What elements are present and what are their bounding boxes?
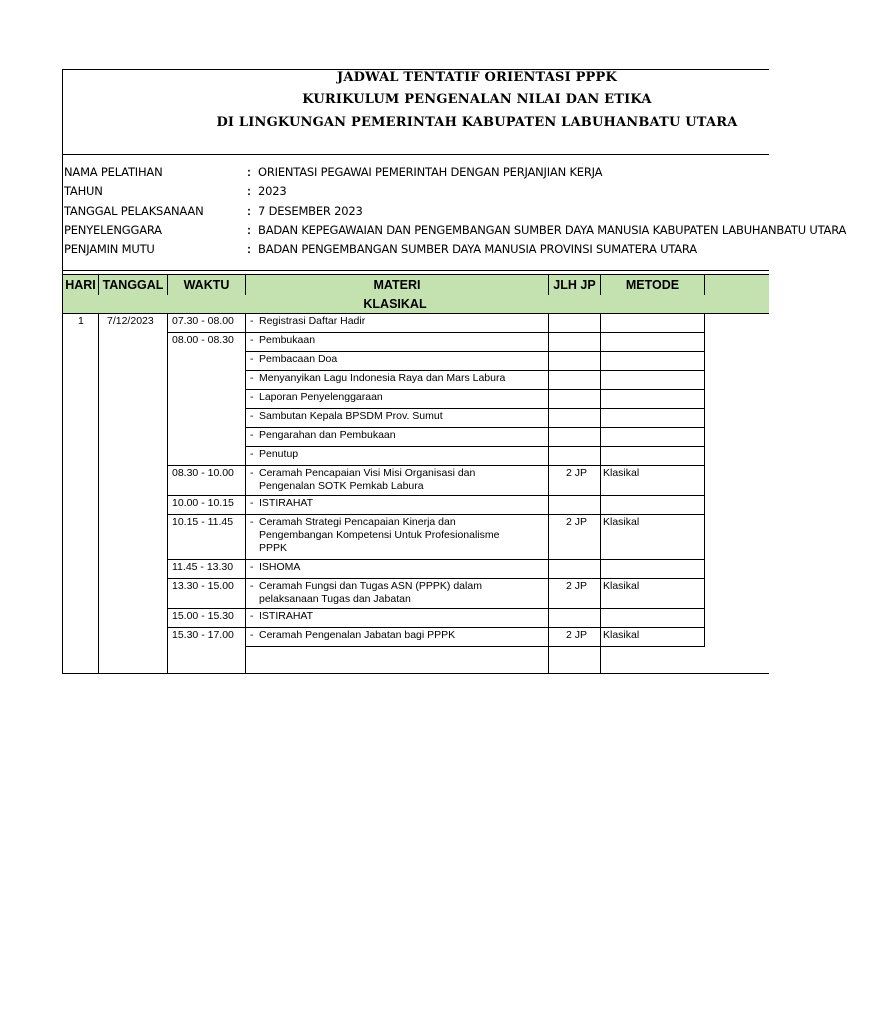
- row-divider: [246, 427, 705, 428]
- item-dash: -: [250, 629, 254, 641]
- row-divider: [246, 370, 705, 371]
- column-divider: [600, 314, 601, 674]
- row-divider: [168, 608, 246, 609]
- time-slot: 10.00 - 10.15: [172, 497, 234, 509]
- item-dash: -: [250, 610, 254, 622]
- time-slot: 08.00 - 08.30: [172, 334, 234, 346]
- info-colon: :: [247, 184, 251, 198]
- session-method: Klasikal: [603, 629, 640, 641]
- session-topic: PPPK: [259, 542, 288, 554]
- session-topic: Sambutan Kepala BPSDM Prov. Sumut: [259, 410, 443, 422]
- session-jp: 2 JP: [566, 580, 588, 592]
- row-divider: [246, 514, 705, 515]
- session-topic: pelaksanaan Tugas dan Jabatan: [259, 593, 411, 605]
- session-topic: Registrasi Daftar Hadir: [259, 315, 366, 327]
- column-divider: [704, 314, 705, 647]
- row-divider: [246, 332, 705, 333]
- info-value: BADAN KEPEGAWAIAN DAN PENGEMBANGAN SUMBER DAYA MANUSIA KABUPATEN LABUHANBATU UTARA: [258, 223, 847, 237]
- info-colon: :: [247, 165, 251, 179]
- session-method: Klasikal: [603, 467, 640, 479]
- info-label: TANGGAL PELAKSANAAN: [64, 204, 204, 218]
- row-divider: [246, 495, 705, 496]
- session-topic: Ceramah Pencapaian Visi Misi Organisasi dan: [259, 467, 476, 479]
- column-divider: [548, 314, 549, 674]
- row-divider: [246, 389, 705, 390]
- row-divider: [246, 559, 705, 560]
- item-dash: -: [250, 516, 254, 528]
- row-divider: [168, 514, 246, 515]
- row-divider: [246, 646, 705, 647]
- day-number: 1: [78, 315, 84, 327]
- item-dash: -: [250, 497, 254, 509]
- info-colon: :: [247, 242, 251, 256]
- row-divider: [246, 465, 705, 466]
- schedule-table-body: [63, 314, 769, 674]
- row-divider: [168, 627, 246, 628]
- time-slot: 15.00 - 15.30: [172, 610, 234, 622]
- section-klasikal: [63, 295, 769, 314]
- col-hari: HARI: [63, 275, 99, 295]
- session-topic: ISTIRAHAT: [259, 497, 314, 509]
- title-line-3: DI LINGKUNGAN PEMERINTAH KABUPATEN LABUHANBATU UTARA: [216, 115, 738, 130]
- item-dash: -: [250, 429, 254, 441]
- info-label: NAMA PELATIHAN: [64, 165, 163, 179]
- item-dash: -: [250, 353, 254, 365]
- session-topic: Pembacaan Doa: [259, 353, 338, 365]
- info-value: ORIENTASI PEGAWAI PEMERINTAH DENGAN PERJANJIAN KERJA: [258, 165, 603, 179]
- row-divider: [168, 465, 246, 466]
- row-divider: [168, 495, 246, 496]
- info-row-tahun: [63, 181, 769, 201]
- item-dash: -: [250, 561, 254, 573]
- session-topic: ISTIRAHAT: [259, 610, 314, 622]
- session-method: Klasikal: [603, 516, 640, 528]
- session-topic: ISHOMA: [259, 561, 301, 573]
- info-label: PENJAMIN MUTU: [64, 242, 155, 256]
- info-colon: :: [247, 204, 251, 218]
- info-value: 7 DESEMBER 2023: [258, 204, 363, 218]
- session-topic: Ceramah Strategi Pencapaian Kinerja dan: [259, 516, 456, 528]
- row-divider: [168, 559, 246, 560]
- session-topic: Pembukaan: [259, 334, 316, 346]
- info-label: TAHUN: [64, 184, 103, 198]
- info-row-penjamin-mutu: [63, 239, 769, 259]
- item-dash: -: [250, 372, 254, 384]
- session-jp: 2 JP: [566, 629, 588, 641]
- row-divider: [246, 578, 705, 579]
- time-slot: 07.30 - 08.00: [172, 315, 234, 327]
- item-dash: -: [250, 334, 254, 346]
- title-block: [63, 70, 769, 155]
- session-method: Klasikal: [603, 580, 640, 592]
- item-dash: -: [250, 315, 254, 327]
- item-dash: -: [250, 467, 254, 479]
- item-dash: -: [250, 410, 254, 422]
- row-divider: [246, 608, 705, 609]
- session-topic: Laporan Penyelenggaraan: [259, 391, 383, 403]
- row-divider: [246, 408, 705, 409]
- info-label: PENYELENGGARA: [64, 223, 162, 237]
- col-tanggal: TANGGAL: [99, 275, 168, 295]
- session-jp: 2 JP: [566, 516, 588, 528]
- col-materi: MATERI: [246, 275, 549, 295]
- column-divider: [245, 314, 246, 674]
- title-line-1: JADWAL TENTATIF ORIENTASI PPPK: [336, 70, 617, 85]
- info-value: BADAN PENGEMBANGAN SUMBER DAYA MANUSIA PROVINSI SUMATERA UTARA: [258, 242, 697, 256]
- table-bottom-border: [63, 673, 769, 674]
- time-slot: 08.30 - 10.00: [172, 467, 234, 479]
- session-topic: Pengarahan dan Pembukaan: [259, 429, 396, 441]
- row-divider: [168, 332, 246, 333]
- item-dash: -: [250, 580, 254, 592]
- info-row-tanggal: [63, 201, 769, 221]
- item-dash: -: [250, 448, 254, 460]
- session-topic: Menyanyikan Lagu Indonesia Raya dan Mars Labura: [259, 372, 506, 384]
- time-slot: 13.30 - 15.00: [172, 580, 234, 592]
- session-topic: Pengembangan Kompetensi Untuk Profesionalisme: [259, 529, 500, 541]
- time-slot: 10.15 - 11.45: [172, 516, 234, 528]
- col-metode: METODE: [601, 275, 705, 295]
- row-divider: [246, 351, 705, 352]
- session-topic: Ceramah Fungsi dan Tugas ASN (PPPK) dalam: [259, 580, 482, 592]
- session-date: 7/12/2023: [107, 315, 154, 327]
- session-topic: Pengenalan SOTK Pemkab Labura: [259, 480, 424, 492]
- info-value: 2023: [258, 184, 287, 198]
- info-colon: :: [247, 223, 251, 237]
- column-divider: [98, 314, 99, 674]
- column-divider: [167, 314, 168, 674]
- info-block: [63, 154, 847, 271]
- row-divider: [246, 446, 705, 447]
- time-slot: 15.30 - 17.00: [172, 629, 234, 641]
- col-waktu: WAKTU: [168, 275, 246, 295]
- title-line-2: KURIKULUM PENGENALAN NILAI DAN ETIKA: [302, 92, 652, 107]
- col-jlh-jp: JLH JP: [549, 275, 601, 295]
- item-dash: -: [250, 391, 254, 403]
- section-label: KLASIKAL: [363, 297, 427, 311]
- info-row-nama-pelatihan: [63, 162, 769, 182]
- session-topic: Penutup: [259, 448, 299, 460]
- session-topic: Ceramah Pengenalan Jabatan bagi PPPK: [259, 629, 456, 641]
- time-slot: 11.45 - 13.30: [172, 561, 234, 573]
- table-header: [63, 274, 769, 296]
- row-divider: [168, 578, 246, 579]
- session-jp: 2 JP: [566, 467, 588, 479]
- schedule-sheet: [62, 69, 847, 674]
- row-divider: [246, 627, 705, 628]
- info-row-penyelenggara: [63, 220, 847, 240]
